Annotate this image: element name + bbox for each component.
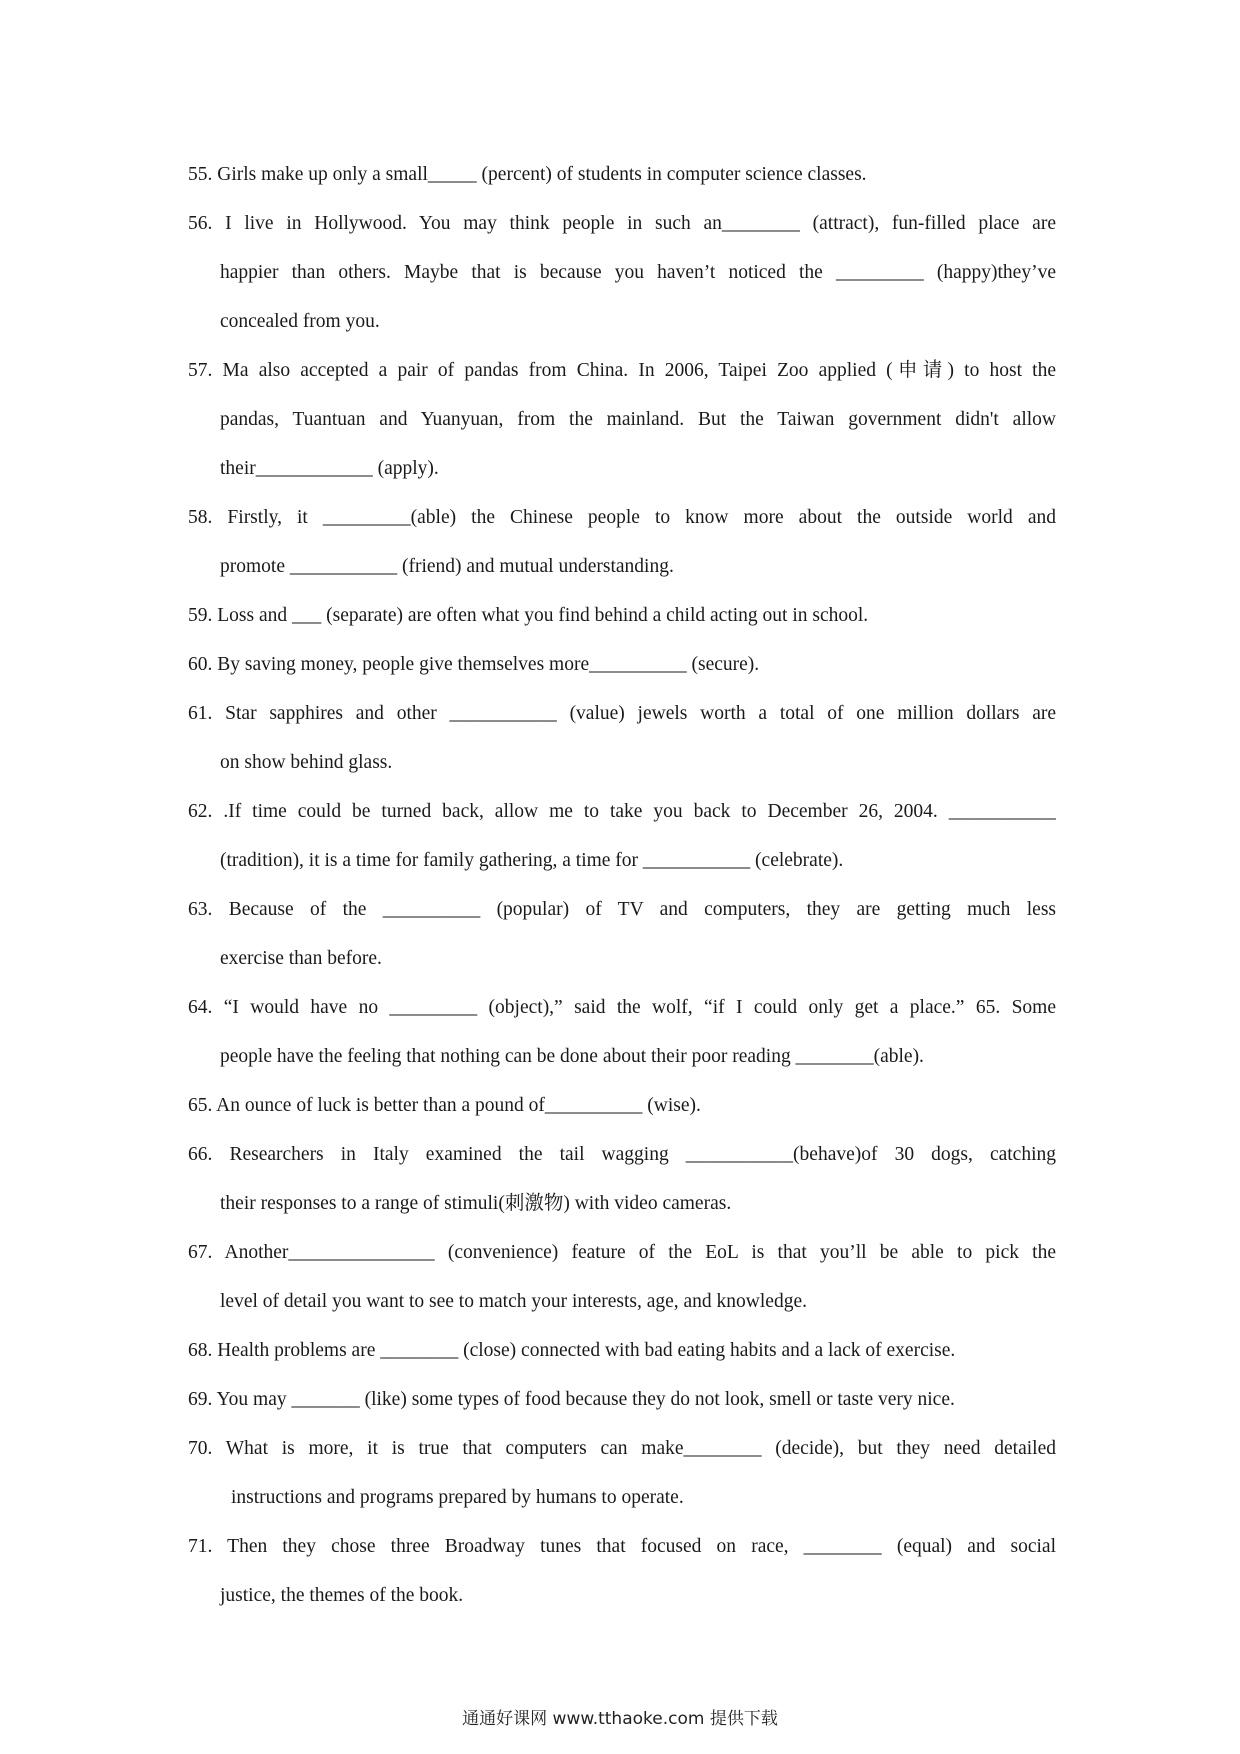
exercise-line: 61. Star sapphires and other ___________ (value) jewels worth a total of one million dollars are	[188, 703, 1056, 724]
exercise-line: 59. Loss and ___ (separate) are often what you find behind a child acting out in school.	[188, 605, 869, 626]
exercise-line: 63. Because of the __________ (popular) of TV and computers, they are getting much less	[188, 899, 1056, 920]
exercise-line: promote ___________ (friend) and mutual understanding.	[220, 556, 674, 577]
exercise-line: instructions and programs prepared by humans to operate.	[231, 1487, 684, 1508]
exercise-line: 57. Ma also accepted a pair of pandas from China. In 2006, Taipei Zoo applied (申请) to host the	[188, 360, 1056, 381]
exercise-line: their____________ (apply).	[220, 458, 439, 479]
exercise-line: 56. I live in Hollywood. You may think people in such an________ (attract), fun-filled place are	[188, 213, 1056, 234]
exercise-list	[188, 150, 1056, 1620]
exercise-line: level of detail you want to see to match your interests, age, and knowledge.	[220, 1291, 807, 1312]
exercise-line: 71. Then they chose three Broadway tunes that focused on race, ________ (equal) and social	[188, 1536, 1056, 1557]
exercise-line: 58. Firstly, it _________(able) the Chinese people to know more about the outside world and	[188, 507, 1056, 528]
exercise-line: exercise than before.	[220, 948, 382, 969]
exercise-line: 65. An ounce of luck is better than a pound of__________ (wise).	[188, 1095, 701, 1116]
exercise-line: their responses to a range of stimuli(刺激物) with video cameras.	[220, 1193, 732, 1214]
exercise-line: on show behind glass.	[220, 752, 393, 773]
exercise-line: 70. What is more, it is true that computers can make________ (decide), but they need detailed	[188, 1438, 1056, 1459]
exercise-line: concealed from you.	[220, 311, 380, 332]
exercise-line: 68. Health problems are ________ (close) connected with bad eating habits and a lack of exercise.	[188, 1340, 956, 1361]
exercise-line: 62. .If time could be turned back, allow me to take you back to December 26, 2004. ___________	[188, 801, 1056, 822]
exercise-line: (tradition), it is a time for family gathering, a time for ___________ (celebrate).	[220, 850, 844, 871]
exercise-line: people have the feeling that nothing can be done about their poor reading ________(able).	[220, 1046, 924, 1067]
exercise-line: 64. “I would have no _________ (object),” said the wolf, “if I could only get a place.” 65. Some	[188, 997, 1056, 1018]
exercise-line: 60. By saving money, people give themselves more__________ (secure).	[188, 654, 760, 675]
exercise-line: 66. Researchers in Italy examined the tail wagging ___________(behave)of 30 dogs, catching	[188, 1144, 1056, 1165]
exercise-line: justice, the themes of the book.	[220, 1585, 464, 1606]
exercise-line: 69. You may _______ (like) some types of food because they do not look, smell or taste very nice.	[188, 1389, 955, 1410]
exercise-line: pandas, Tuantuan and Yuanyuan, from the mainland. But the Taiwan government didn't allow	[220, 409, 1056, 430]
exercise-line: 67. Another_______________ (convenience) feature of the EoL is that you’ll be able to pick the	[188, 1242, 1056, 1263]
exercise-line: happier than others. Maybe that is because you haven’t noticed the _________ (happy)they’ve	[220, 262, 1056, 283]
exercise-line: 55. Girls make up only a small_____ (percent) of students in computer science classes.	[188, 164, 867, 185]
page-footer: 通通好课网 www.tthaoke.com 提供下载	[462, 1709, 778, 1729]
